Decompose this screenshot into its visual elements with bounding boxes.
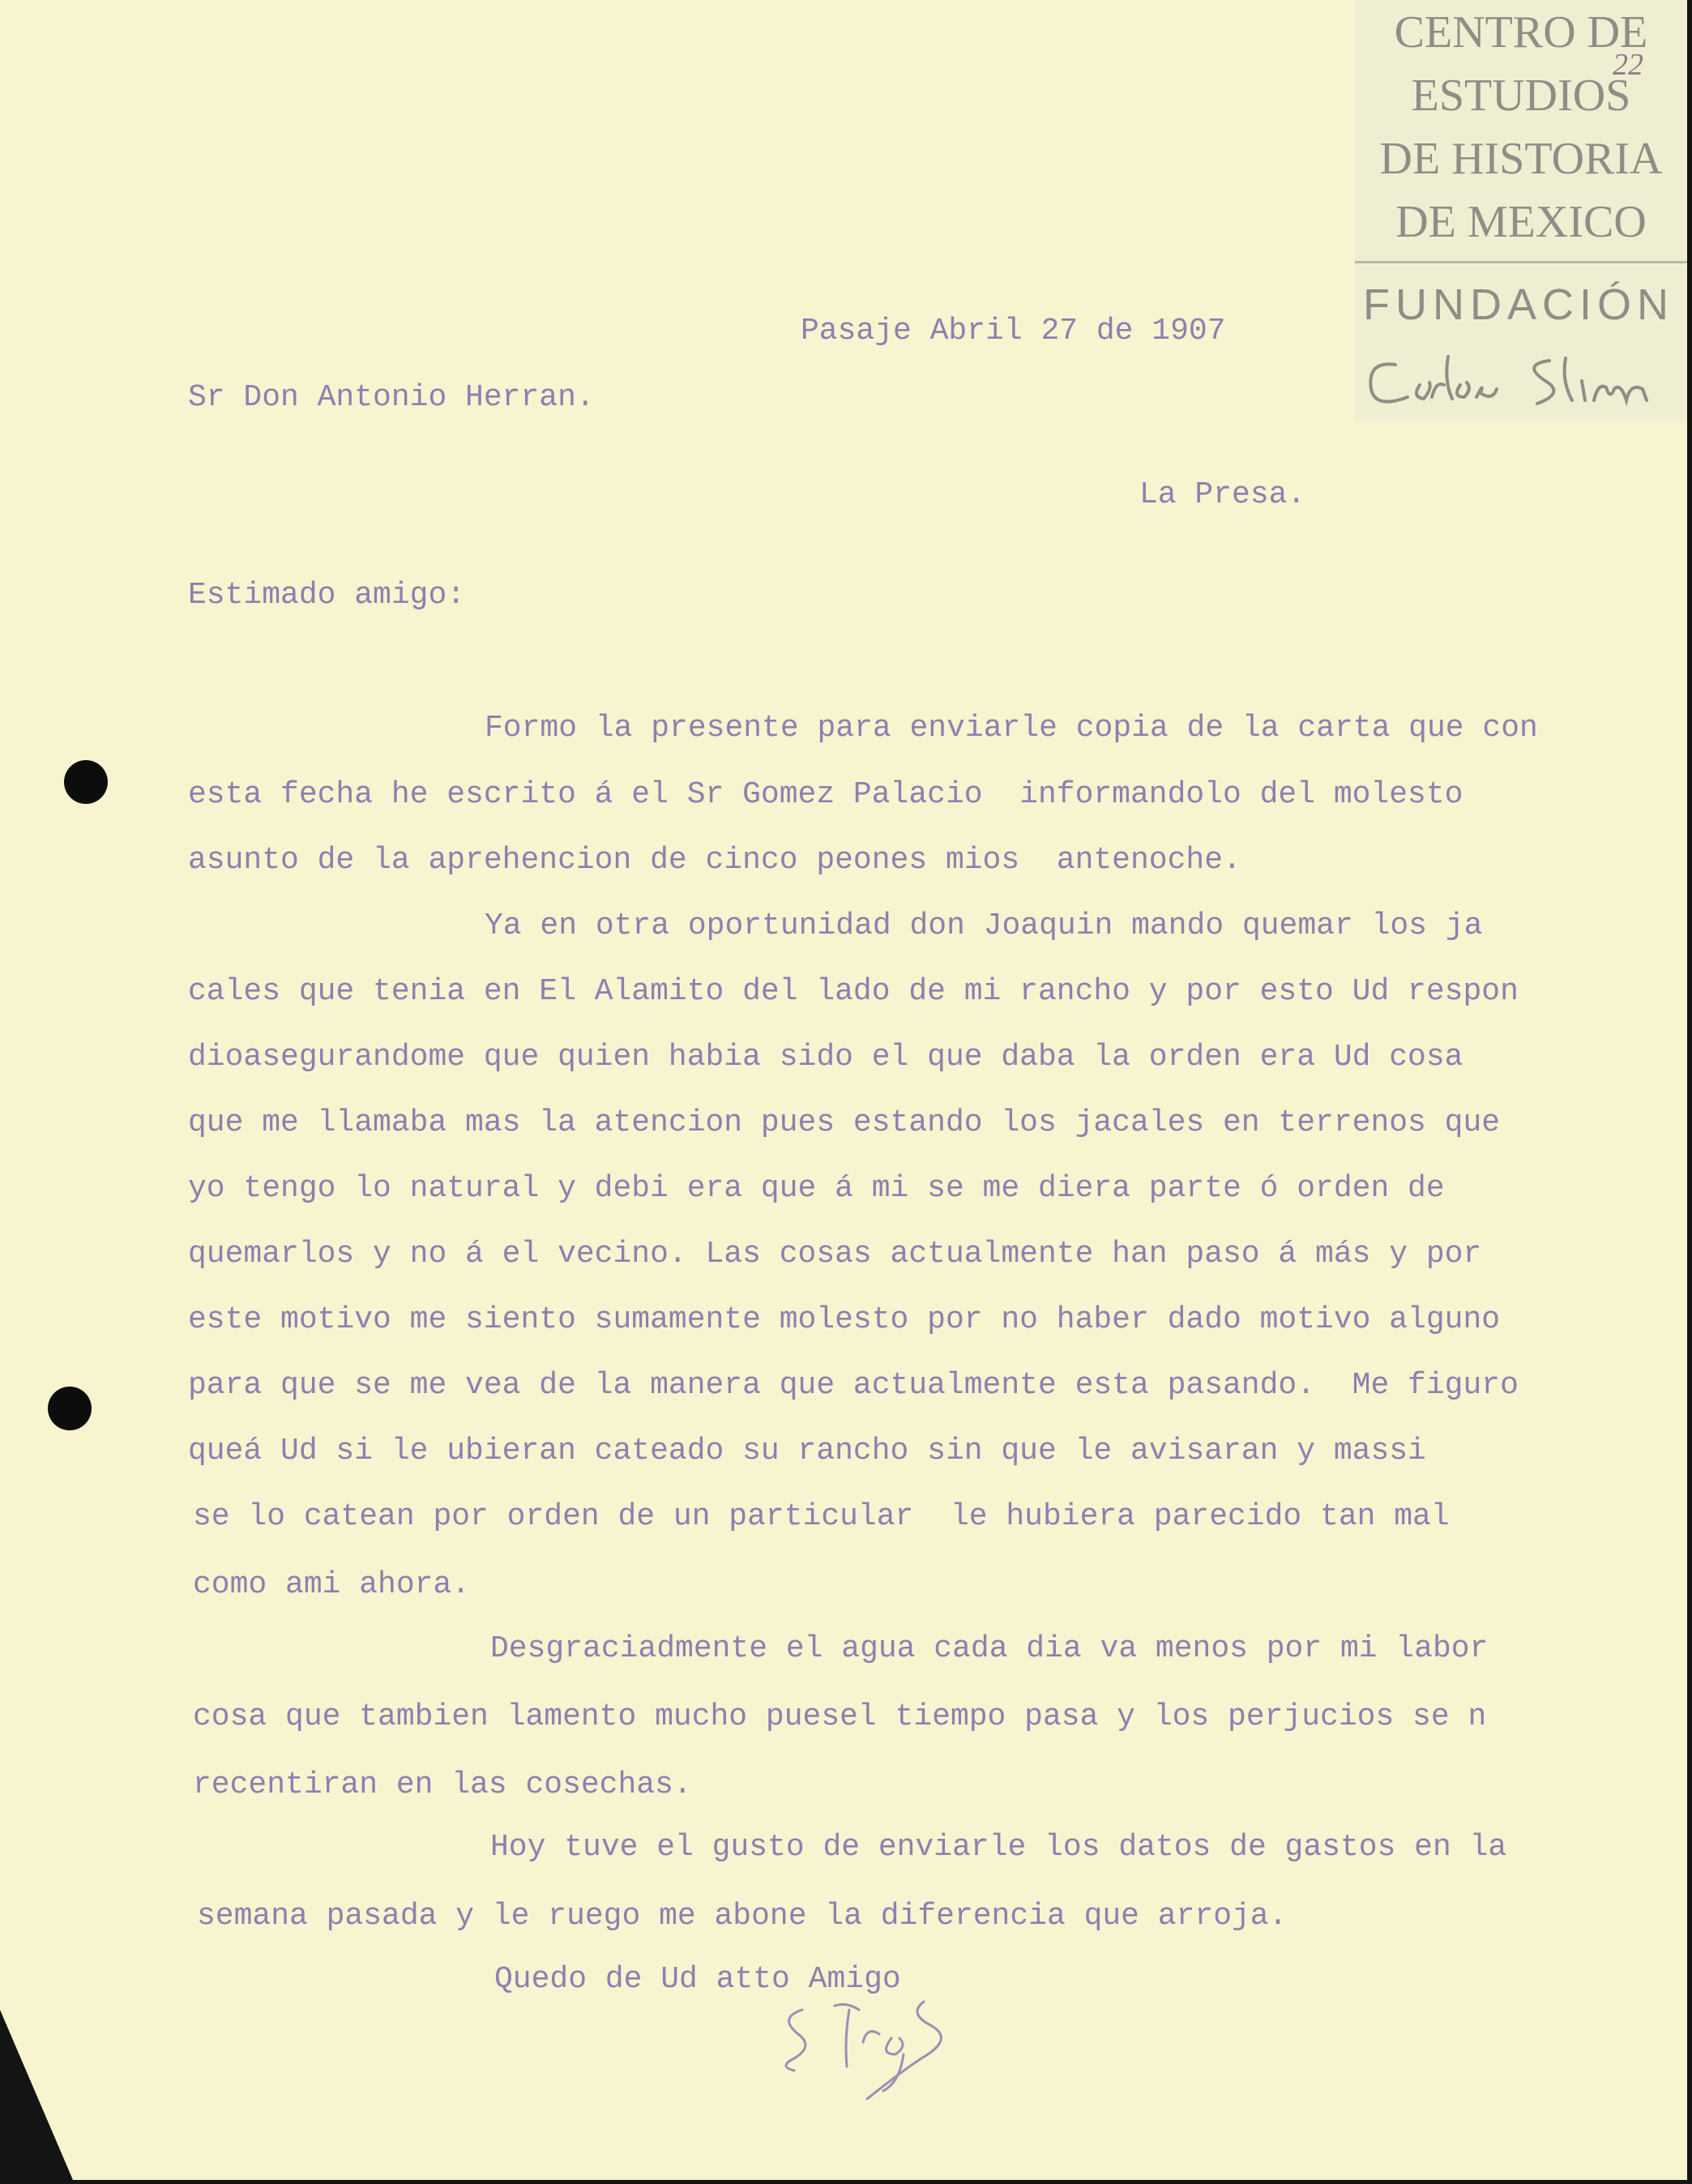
body-line: asunto de la aprehencion de cinco peones mios antenoche. — [188, 843, 1241, 878]
letter-salutation: Estimado amigo: — [188, 578, 466, 613]
stamp-line-3: DE HISTORIA — [1379, 134, 1663, 184]
handwritten-signature — [770, 1977, 1005, 2107]
stamp-line-4: DE MEXICO — [1395, 197, 1647, 247]
punch-hole-bottom — [48, 1387, 92, 1430]
folio-number: 22 — [1613, 48, 1643, 82]
stamp-divider — [1355, 261, 1687, 263]
letter-date: Pasaje Abril 27 de 1907 — [801, 314, 1226, 348]
letter-place: La Presa. — [1139, 477, 1306, 512]
body-line: como ami ahora. — [193, 1567, 471, 1602]
body-line: semana pasada y le ruego me abone la diferencia que arroja. — [197, 1899, 1288, 1934]
body-line: dioasegurandome que quien habia sido el que daba la orden era Ud cosa — [188, 1040, 1463, 1075]
body-line: este motivo me siento sumamente molesto por no haber dado motivo alguno — [188, 1302, 1501, 1337]
body-line: para que se me vea de la manera que actualmente esta pasando. Me figuro — [188, 1368, 1519, 1403]
punch-hole-top — [64, 760, 108, 804]
body-line: se lo catean por orden de un particular le hubiera parecido tan mal — [193, 1499, 1450, 1534]
stamp-foundation: FUNDACIÓN — [1363, 280, 1674, 329]
carlos-slim-signature-logo — [1363, 340, 1687, 421]
body-line: quemarlos y no á el vecino. Las cosas actualmente han paso á más y por — [188, 1237, 1482, 1272]
body-line: Formo la presente para enviarle copia de la carta que con — [485, 711, 1538, 746]
letter-closing: Quedo de Ud atto Amigo — [494, 1962, 901, 1997]
stamp-line-1: CENTRO DE — [1394, 7, 1648, 58]
body-line: recentiran en las cosechas. — [193, 1767, 692, 1802]
body-line: cales que tenia en El Alamito del lado de mi rancho y por esto Ud respon — [188, 974, 1519, 1009]
letter-recipient: Sr Don Antonio Herran. — [188, 380, 595, 415]
body-line: Hoy tuve el gusto de enviarle los datos de gastos en la — [490, 1830, 1507, 1865]
body-line: Ya en otra oportunidad don Joaquin mando quemar los ja — [485, 908, 1483, 943]
body-line: yo tengo lo natural y debi era que á mi se me diera parte ó orden de — [188, 1171, 1445, 1206]
body-line: cosa que tambien lamento mucho puesel tiempo pasa y los perjucios se n — [193, 1699, 1487, 1734]
body-line: queá Ud si le ubieran cateado su rancho sin que le avisaran y massi — [188, 1434, 1426, 1468]
body-line: esta fecha he escrito á el Sr Gomez Palacio informandolo del molesto — [188, 777, 1463, 812]
body-line: que me llamaba mas la atencion pues estando los jacales en terrenos que — [188, 1105, 1501, 1140]
body-line: Desgraciadmente el agua cada dia va menos por mi labor — [490, 1631, 1489, 1666]
stamp-line-2: ESTUDIOS — [1411, 71, 1631, 121]
